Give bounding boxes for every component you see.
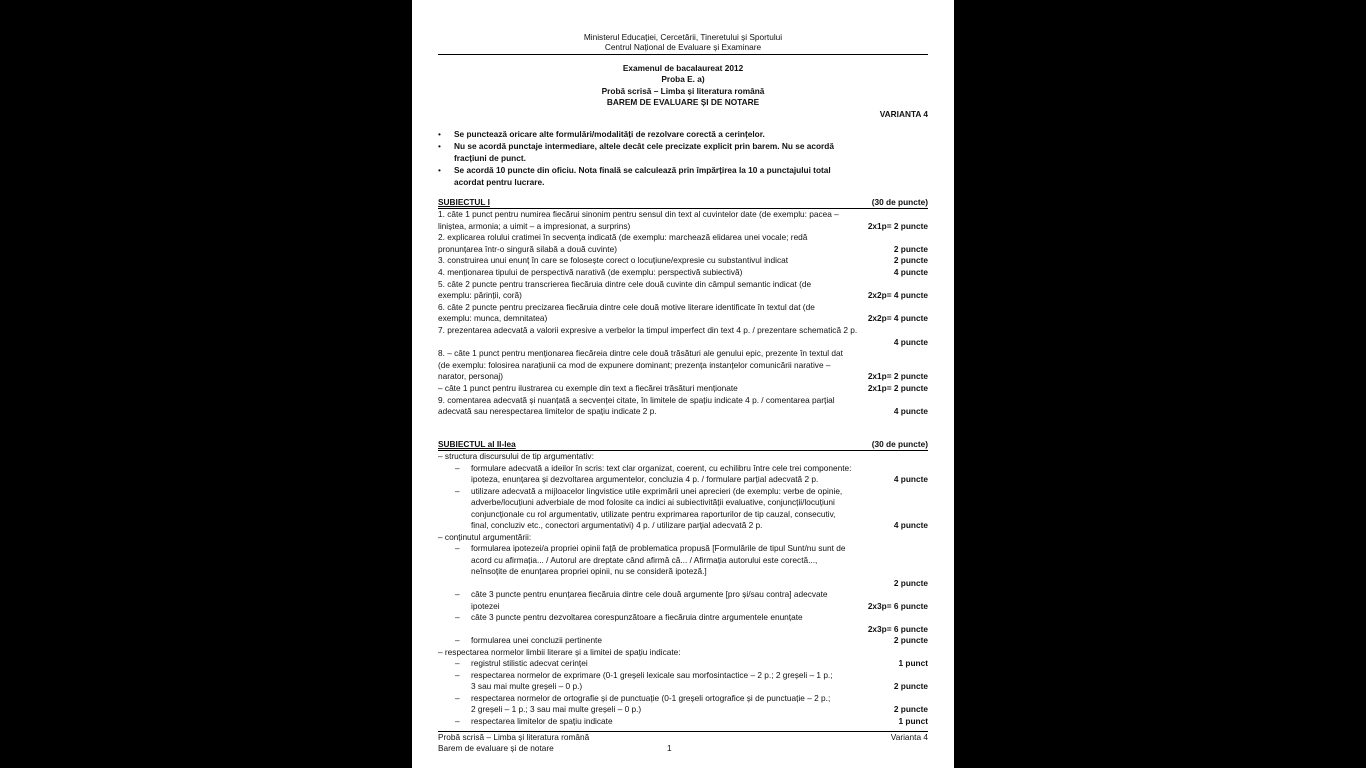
rule-line: Nu se acordă punctaje intermediare, altele decât cele precizate explicit prin barem. Nu se acordă — [454, 141, 834, 151]
subject1-score: 4 puncte — [893, 406, 928, 417]
ministry-header: Ministerul Educației, Cercetării, Tineretului și Sportului — [583, 32, 783, 42]
exam-proba: Proba E. a) — [661, 74, 705, 84]
subject2-score: 2 puncte — [893, 635, 928, 645]
subject1-line: exemplu: munca, demnitatea) — [438, 313, 548, 324]
subject1-line: liniștea, armonia; a uimit – a impresionat, a surprins) — [438, 220, 631, 231]
exam-title: Examenul de bacalaureat 2012 — [622, 63, 744, 73]
subject1-score: 2 puncte — [893, 243, 928, 254]
subject2-line: – structura discursului de tip argumentativ: — [438, 451, 594, 461]
subject1-line: 1. câte 1 punct pentru numirea fiecărui sinonim pentru sensul din text al cuvintelor date (de exemplu: pacea – — [438, 209, 839, 219]
subject2-score: 4 puncte — [893, 474, 928, 484]
subject2-score: 2x3p= 6 puncte — [867, 623, 928, 634]
rule-line: Se punctează oricare alte formulări/modalități de rezolvare corectă a cerințelor. — [454, 129, 765, 139]
barem-title: BAREM DE EVALUARE ȘI DE NOTARE — [606, 97, 760, 107]
footer-exam: Probă scrisă – Limba și literatura română — [438, 732, 590, 742]
dash-marker: – — [455, 658, 460, 668]
subject1-score: 2x2p= 4 puncte — [867, 313, 928, 324]
center-header: Centrul Național de Evaluare și Examinare — [604, 42, 762, 52]
subject2-score: 4 puncte — [893, 520, 928, 530]
rule-bullet-icon: • — [438, 165, 441, 175]
subject2-line: câte 3 puncte pentru dezvoltarea corespunzătoare a fiecăruia dintre argumentele enunțate — [471, 612, 803, 622]
subject1-line: 2. explicarea rolului cratimei în secvența indicată (de exemplu: marchează elidarea unei vocale; redă — [438, 232, 808, 243]
subject1-score: 2x1p= 2 puncte — [867, 220, 928, 231]
page-number: 1 — [667, 743, 672, 753]
rule-line: fracțiuni de punct. — [454, 153, 526, 163]
subject2-line: conjuncționale cu rol argumentativ, utilizate pentru exprimarea raporturilor de tip cauzal, consecutiv, — [471, 508, 836, 519]
subject2-line: câte 3 puncte pentru enunțarea fiecăruia dintre cele două argumente [pro și/sau contra] adecvate — [471, 589, 828, 599]
subject1-line: adecvată sau nerespectarea limitelor de spațiu indicate 2 p. — [438, 406, 657, 417]
dash-marker: – — [455, 612, 460, 622]
subject1-score: 2x2p= 4 puncte — [867, 290, 928, 301]
subject1-score: 2 puncte — [893, 255, 928, 266]
dash-marker: – — [455, 669, 460, 680]
footer-variant: Varianta 4 — [890, 732, 928, 742]
subject1-score: 2x1p= 2 puncte — [867, 383, 928, 393]
subject2-line: ipotezei — [471, 600, 500, 611]
subject2-score: 2 puncte — [893, 577, 928, 588]
subject1-line: 8. – câte 1 punct pentru menționarea fiecăreia dintre cele două trăsături ale genului epic, prezente în textul dat — [438, 348, 843, 359]
subject2-line: – respectarea normelor limbii literare și a limitei de spațiu indicate: — [438, 646, 681, 657]
subject1-line: 4. menționarea tipului de perspectivă narativă (de exemplu: perspectivă subiectivă) — [438, 267, 743, 277]
subject2-line: ipoteza, enunțarea și dezvoltarea argumentelor, concluzia 4 p. / formulare parțial adecvată 2 p. — [471, 474, 819, 484]
document-page — [412, 0, 954, 768]
subject2-line: adverbe/locuțiuni adverbiale de mod folosite ca indici ai subiectivității evaluative, conjuncții/locuțiuni — [471, 497, 835, 507]
subject2-line: respectarea normelor de ortografie și de punctuație (0-1 greșeli ortografice și de punctuație – 2 p.; — [471, 692, 831, 703]
exam-subject: Probă scrisă – Limba și literatura română — [601, 86, 765, 96]
dash-marker: – — [455, 692, 460, 703]
dash-marker: – — [455, 589, 460, 599]
subject2-line: neînsoțite de enunțarea propriei opinii, nu se consideră ipoteză.] — [471, 566, 707, 576]
header-divider — [438, 54, 928, 55]
dash-marker: – — [455, 635, 460, 645]
subject1-score: 4 puncte — [893, 336, 928, 347]
subject1-line: 3. construirea unui enunț în care se folosește corect o locuțiune/expresie cu substantivul indicat — [438, 255, 789, 266]
subject2-line: acord cu afirmația... / Autorul are dreptate când afirmă că... / Afirmația autorului este corectă..., — [471, 554, 818, 565]
subject2-line: final, concluziv etc., conectori argumentativi) 4 p. / utilizare parțial adecvată 2 p. — [471, 520, 763, 530]
subject2-line: formularea ipotezei/a propriei opinii față de problematica propusă [Formulările de tipul Sunt/nu sunt de — [471, 543, 846, 553]
subject1-line: 6. câte 2 puncte pentru precizarea fiecăruia dintre cele două motive literare identificate în textul dat (de — [438, 301, 815, 312]
rule-line: acordat pentru lucrare. — [454, 177, 545, 187]
footer-barem: Barem de evaluare și de notare — [438, 743, 554, 753]
dash-marker: – — [455, 543, 460, 553]
subject1-title: SUBIECTUL I — [438, 197, 490, 207]
subject2-line: – conținutul argumentării: — [438, 531, 532, 542]
dash-marker: – — [455, 485, 460, 496]
rule-bullet-icon: • — [438, 129, 441, 139]
subject2-score: 2 puncte — [893, 681, 928, 691]
subject2-score: 2x3p= 6 puncte — [867, 600, 928, 611]
subject2-title: SUBIECTUL al II-lea — [438, 439, 516, 449]
subject2-line: formularea unei concluzii pertinente — [471, 635, 602, 645]
subject2-line: registrul stilistic adecvat cerinței — [471, 658, 588, 668]
subject1-line: exemplu: părinții, coră) — [438, 290, 522, 301]
subject2-line: 2 greșeli – 1 p.; 3 sau mai multe greșeli – 0 p.) — [471, 704, 642, 714]
subject2-points: (30 de puncte) — [871, 439, 928, 449]
subject2-line: respectarea limitelor de spațiu indicate — [471, 715, 613, 726]
dash-marker: – — [455, 715, 460, 726]
subject2-score: 2 puncte — [893, 704, 928, 714]
subject1-line: – câte 1 punct pentru ilustrarea cu exemple din text a fiecărei trăsături menționate — [438, 383, 738, 393]
subject1-line: 5. câte 2 puncte pentru transcrierea fiecăruia dintre cele două cuvinte din câmpul semantic indicat (de — [438, 278, 812, 289]
subject2-score: 1 punct — [898, 658, 928, 668]
subject2-score: 1 punct — [898, 715, 928, 726]
subject1-score: 2x1p= 2 puncte — [867, 371, 928, 382]
rule-bullet-icon: • — [438, 141, 441, 151]
subject2-line: respectarea normelor de exprimare (0-1 greșeli lexicale sau morfosintactice – 2 p.; 2 greșeli – 1 p.; — [471, 669, 833, 680]
subject2-line: utilizare adecvată a mijloacelor lingvistice utile exprimării unei aprecieri (de exemplu: verbe de opinie, — [471, 485, 843, 496]
subject1-points: (30 de puncte) — [871, 197, 928, 207]
subject1-line: (de exemplu: folosirea narațiunii ca mod de expunere dominant; prezența instanțelor comunicării narative – — [438, 359, 831, 370]
subject1-line: narator, personaj) — [438, 371, 504, 382]
rule-line: Se acordă 10 puncte din oficiu. Nota finală se calculează prin împărțirea la 10 a punctajului total — [454, 165, 831, 175]
subject1-line: 9. comentarea adecvată și nuanțată a secvenței citate, în limitele de spațiu indicate 4 p. / comentarea parțial — [438, 394, 835, 405]
subject2-line: formulare adecvată a ideilor în scris: text clar organizat, coerent, cu echilibru între cele trei componente: — [471, 462, 852, 473]
subject1-line: pronunțarea într-o singură silabă a două cuvinte) — [438, 243, 617, 254]
subject2-line: 3 sau mai multe greșeli – 0 p.) — [471, 681, 583, 691]
subject1-line: 7. prezentarea adecvată a valorii expresive a verbelor la timpul imperfect din text 4 p. / prezentare schematică 2 p. — [438, 325, 858, 335]
subject1-score: 4 puncte — [893, 267, 928, 277]
dash-marker: – — [455, 462, 460, 473]
variant-label: VARIANTA 4 — [879, 109, 928, 119]
